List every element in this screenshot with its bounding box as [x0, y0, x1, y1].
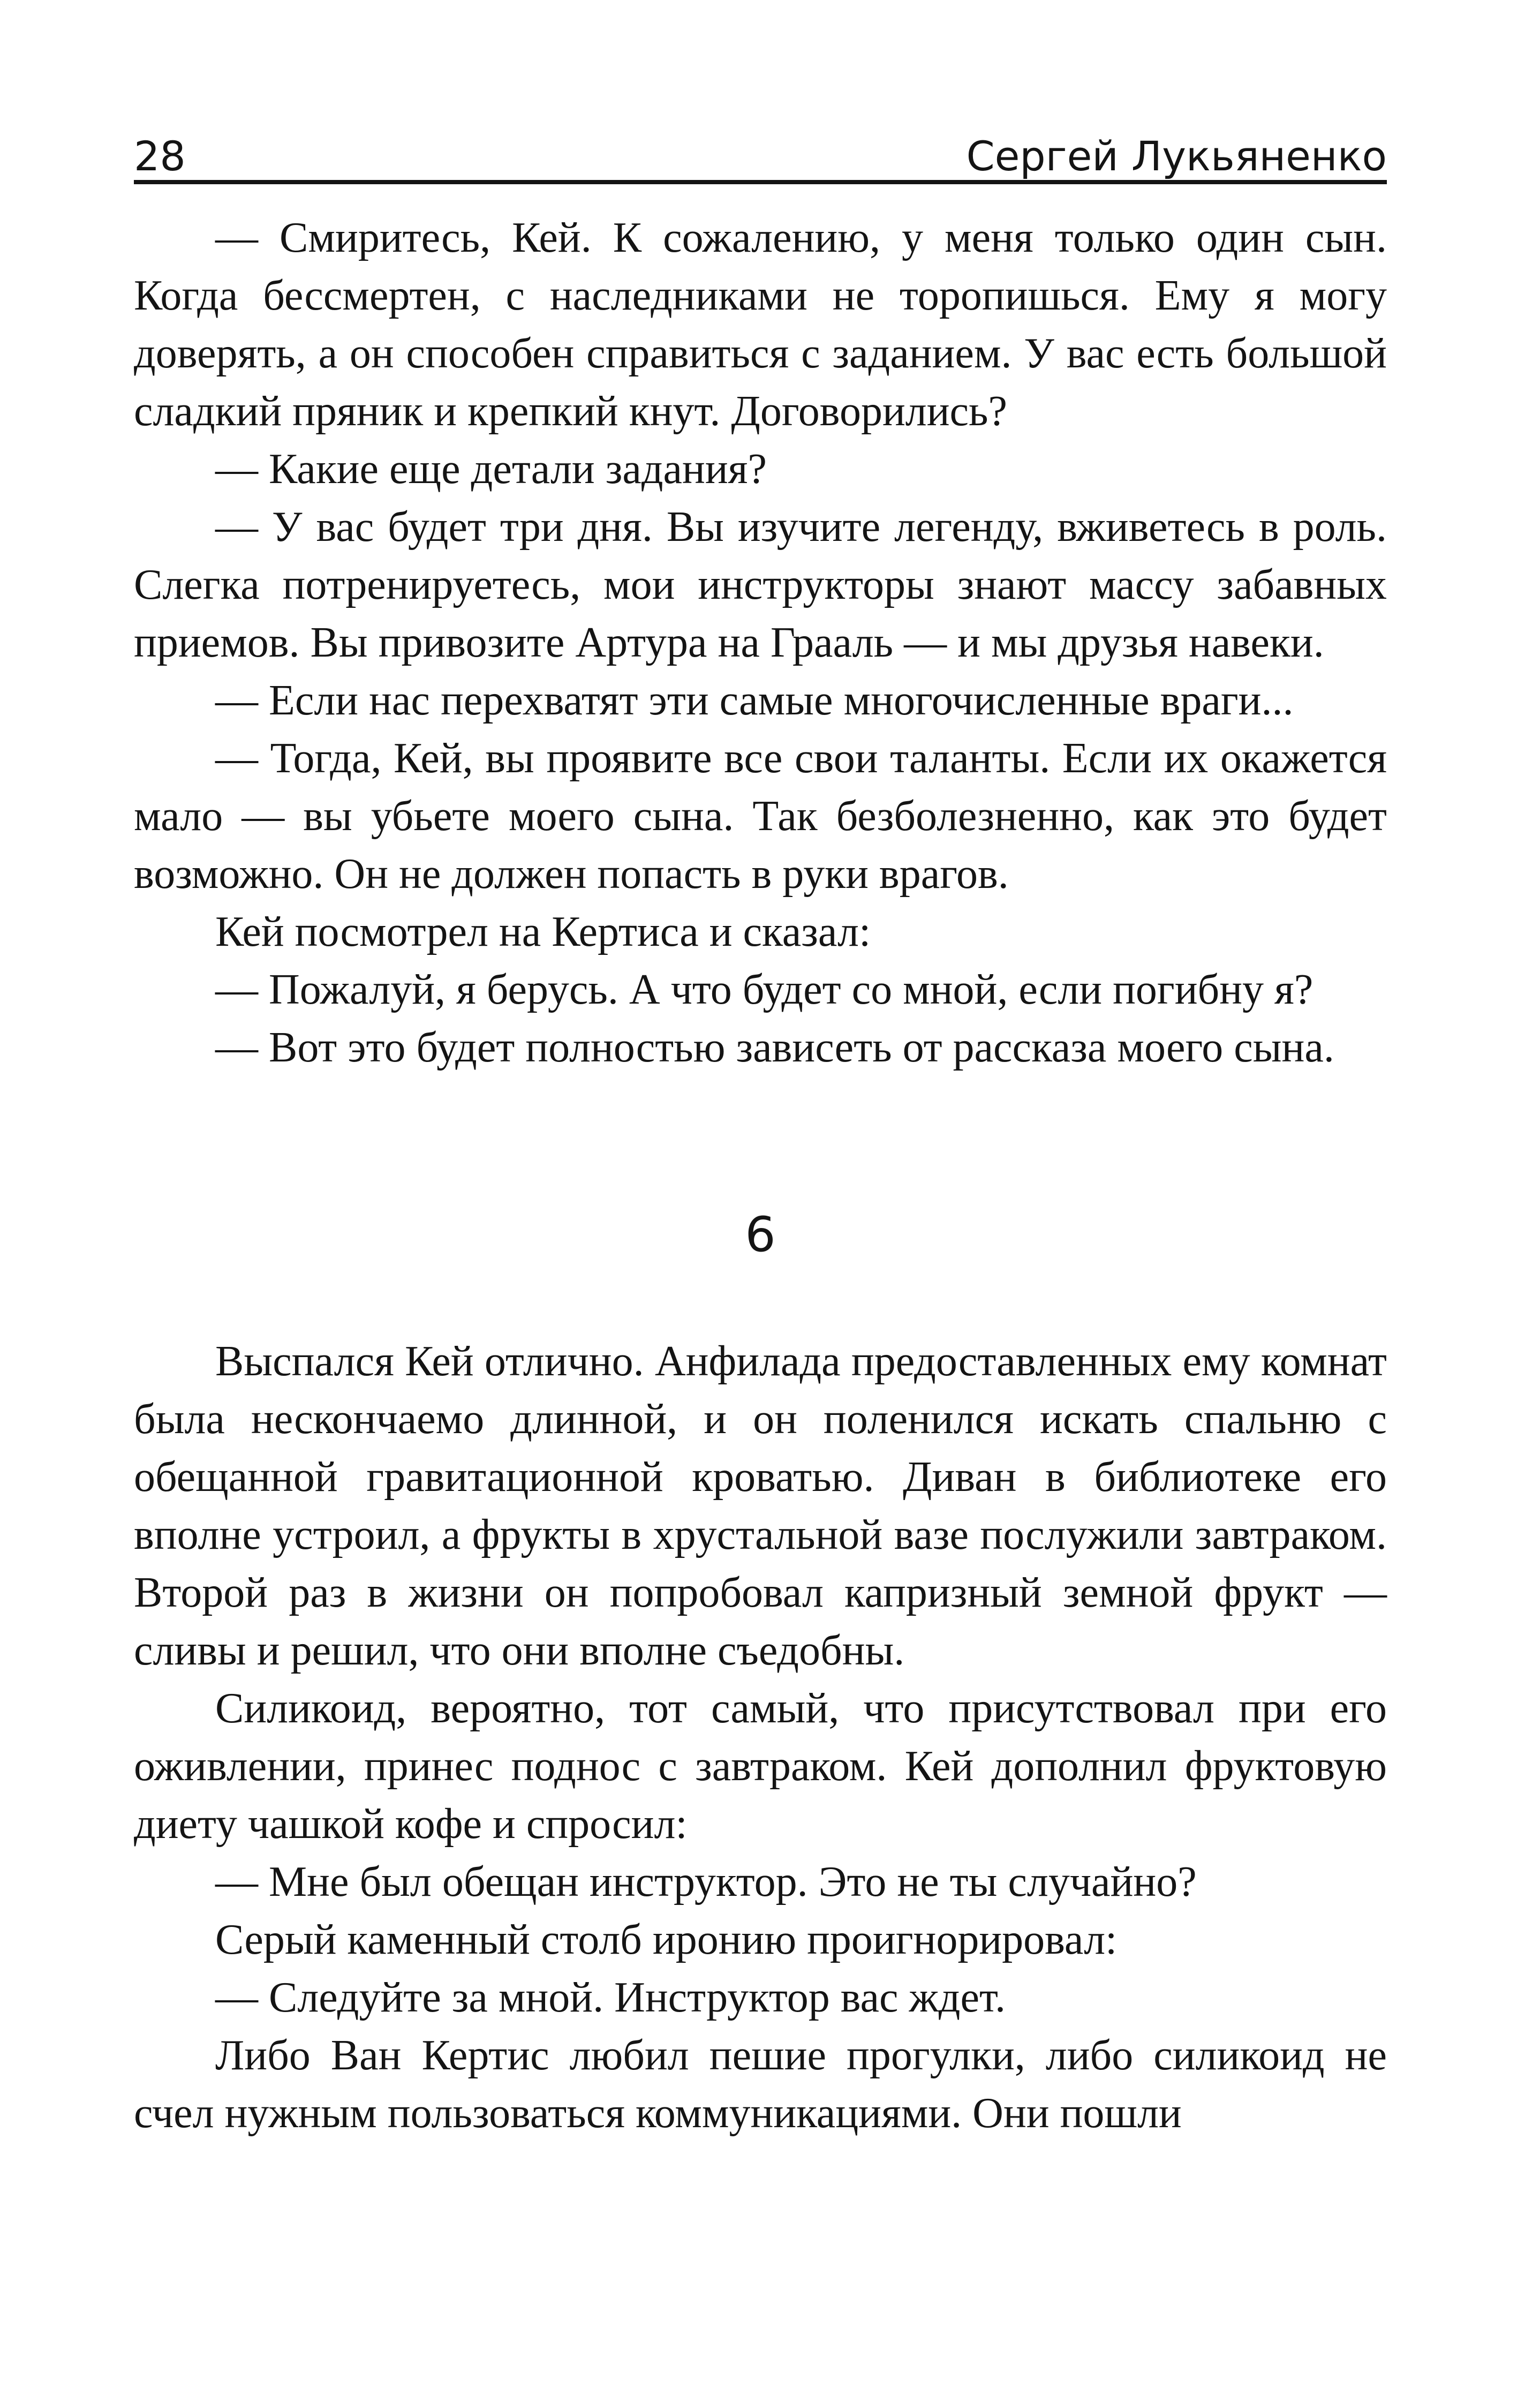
- running-head: [134, 112, 1387, 180]
- paragraph: — Мне был обещан инструктор. Это не ты случайно?: [215, 1858, 1197, 1905]
- chapter-number: 6: [745, 1207, 776, 1263]
- paragraph: Либо Ван Кертис любил пешие прогулки, либо силикоид не счел нужным пользоваться коммуникациями. Они пошли: [134, 2032, 1387, 2137]
- paragraph: Серый каменный столб иронию проигнорировал:: [215, 1916, 1118, 1963]
- paragraph: Кей посмотрел на Кертиса и сказал:: [215, 908, 871, 955]
- paragraph: — Какие еще детали задания?: [215, 446, 767, 493]
- running-head-author: Сергей Лукьяненко: [966, 132, 1387, 180]
- paragraph: — Если нас перехватят эти самые многочисленные враги...: [215, 677, 1294, 724]
- page-number: 28: [134, 132, 186, 180]
- paragraph: — Тогда, Кей, вы проявите все свои таланты. Если их окажется мало — вы убьете моего сына. Так безболезненно, как это будет возможно. Он не должен попасть в руки врагов.: [134, 735, 1387, 898]
- paragraph: — Пожалуй, я берусь. А что будет со мной, если погибну я?: [215, 966, 1313, 1013]
- header-rule: [134, 180, 1387, 184]
- book-page: [134, 0, 1387, 2388]
- text-block-before-chapter: [134, 209, 1387, 1076]
- paragraph: Выспался Кей отлично. Анфилада предоставленных ему комнат была нескончаемо длинной, и он поленился искать спальню с обещанной гравитационной кроватью. Диван в библиотеке его вполне устроил, а фрукты в хрустальной вазе послужили завтраком. Второй раз в жизни он попробовал капризный земной фрукт — сливы и решил, что они вполне съедобны.: [134, 1338, 1387, 1674]
- text-block-chapter-6: [134, 1332, 1387, 2142]
- paragraph: Силикоид, вероятно, тот самый, что присутствовал при его оживлении, принес поднос с завтраком. Кей дополнил фруктовую диету чашкой кофе и спросил:: [134, 1685, 1387, 1848]
- paragraph: — Смиритесь, Кей. К сожалению, у меня только один сын. Когда бессмертен, с наследниками не торопишься. Ему я могу доверять, а он способен справиться с заданием. У вас есть большой сладкий пряник и крепкий кнут. Договорились?: [134, 214, 1387, 435]
- paragraph: — У вас будет три дня. Вы изучите легенду, вживетесь в роль. Слегка потренируетесь, мои инструкторы знают массу забавных приемов. Вы привозите Артура на Грааль — и мы друзья навеки.: [134, 503, 1387, 666]
- paragraph: — Вот это будет полностью зависеть от рассказа моего сына.: [215, 1024, 1334, 1071]
- paragraph: — Следуйте за мной. Инструктор вас ждет.: [215, 1974, 1006, 2021]
